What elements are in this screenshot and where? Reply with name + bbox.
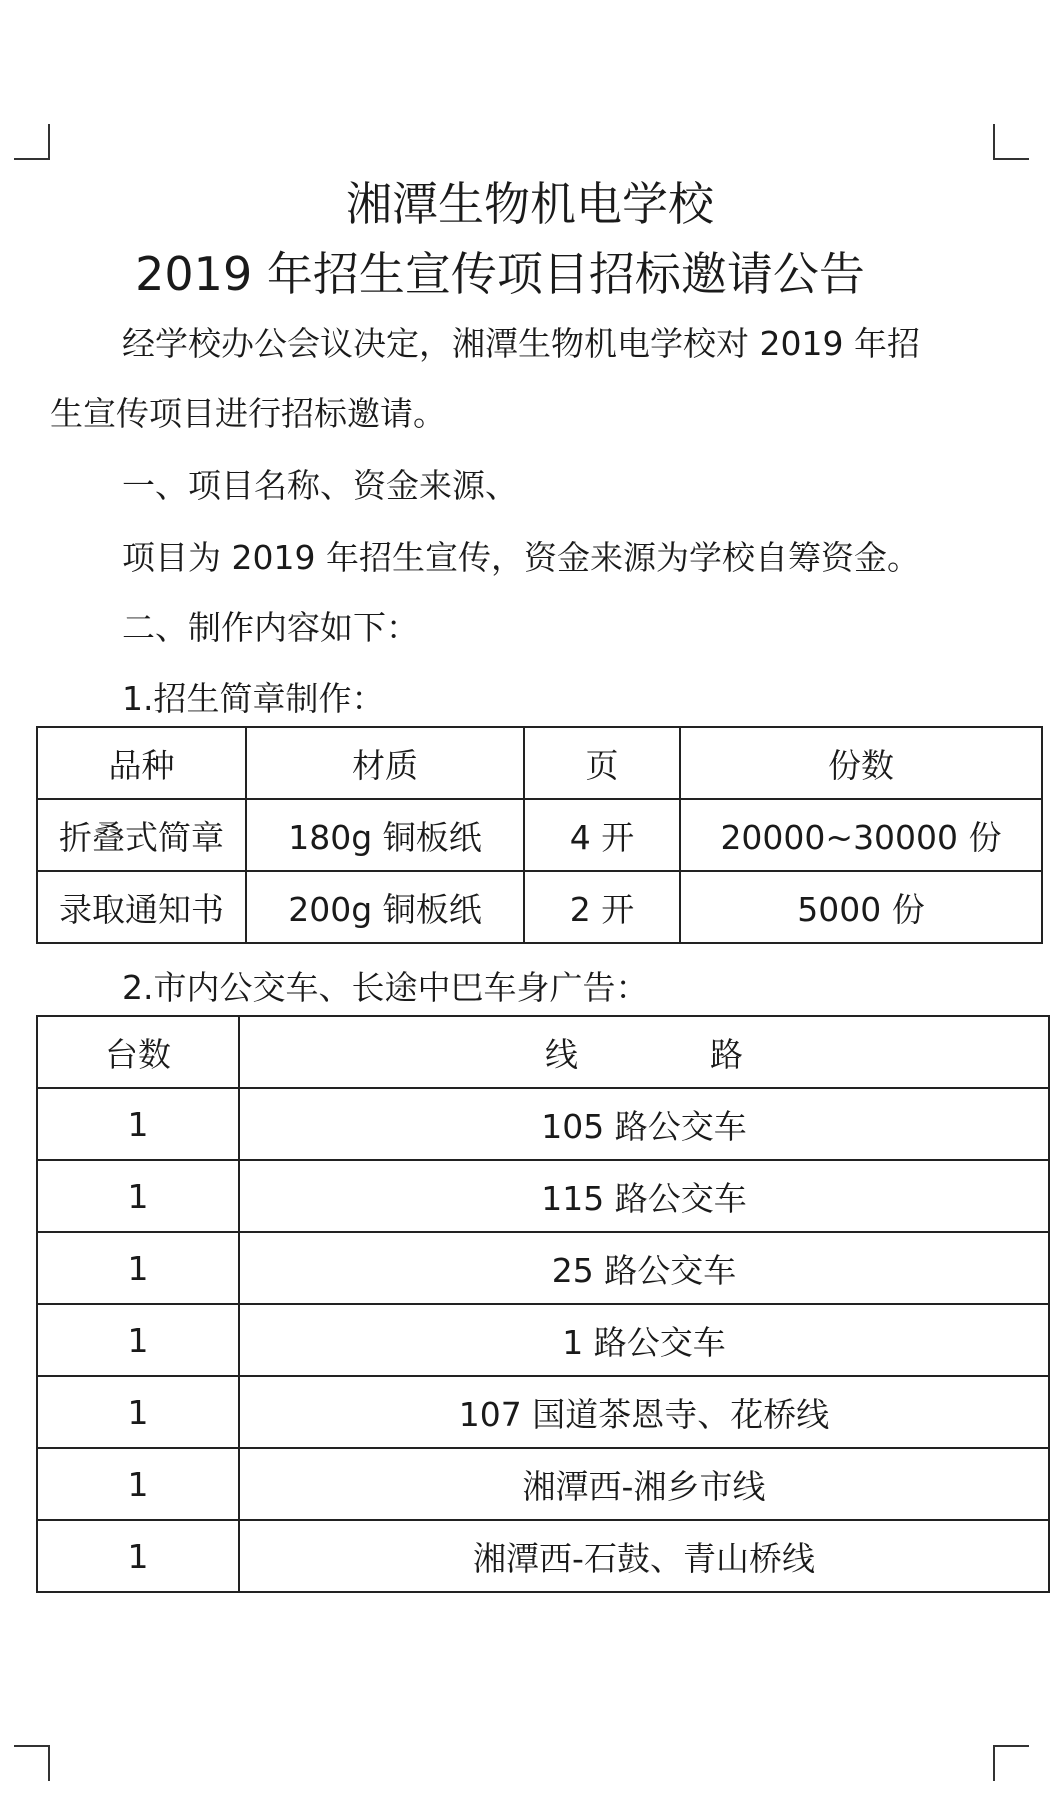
table-cell: 湘潭西-石鼓、青山桥线 [239,1520,1049,1592]
table-cell: 2 开 [524,871,680,943]
table-cell: 25 路公交车 [239,1232,1049,1304]
table-header-row [37,727,1042,799]
item2-heading: 2.市内公交车、长途中巴车身广告： [122,968,649,1007]
table-row [37,1232,1049,1304]
table-cell: 1 [37,1160,239,1232]
section2-heading: 二、制作内容如下： [122,608,419,647]
table-cell: 折叠式简章 [37,799,246,871]
table-header-cell: 线 路 [239,1016,1049,1088]
crop-mark-bottom-right [993,1745,1029,1781]
table-row [37,1448,1049,1520]
table-row [37,871,1042,943]
table-cell: 1 [37,1520,239,1592]
table-header-cell: 材质 [246,727,524,799]
table-cell: 1 [37,1448,239,1520]
item1-heading: 1.招生简章制作： [122,679,385,718]
table-cell: 5000 份 [680,871,1042,943]
table-row [37,1304,1049,1376]
table-cell: 105 路公交车 [239,1088,1049,1160]
table-header-row [37,1016,1049,1088]
table-cell: 20000~30000 份 [680,799,1042,871]
table-header-cell: 份数 [680,727,1042,799]
bus-ad-table [36,1015,1050,1593]
table-row [37,1088,1049,1160]
table-row [37,799,1042,871]
brochure-table [36,726,1043,944]
table-row [37,1520,1049,1592]
table-cell: 1 路公交车 [239,1304,1049,1376]
crop-mark-top-right [993,124,1029,160]
intro-paragraph-line2: 生宣传项目进行招标邀请。 [50,394,446,433]
table-cell: 115 路公交车 [239,1160,1049,1232]
intro-paragraph-line1: 经学校办公会议决定，湘潭生物机电学校对 2019 年招 [122,324,920,363]
table-cell: 湘潭西-湘乡市线 [239,1448,1049,1520]
table-header-cell: 品种 [37,727,246,799]
table-cell: 1 [37,1232,239,1304]
table-cell: 200g 铜板纸 [246,871,524,943]
crop-mark-top-left [14,124,50,160]
table-cell: 180g 铜板纸 [246,799,524,871]
table-cell: 1 [37,1376,239,1448]
document-title-line2: 2019 年招生宣传项目招标邀请公告 [135,247,865,301]
section1-heading: 一、项目名称、资金来源、 [122,466,518,505]
table-cell: 录取通知书 [37,871,246,943]
section1-body: 项目为 2019 年招生宣传，资金来源为学校自筹资金。 [122,538,920,577]
table-cell: 1 [37,1088,239,1160]
table-cell: 1 [37,1304,239,1376]
table-row [37,1160,1049,1232]
table-header-cell: 台数 [37,1016,239,1088]
table-header-cell: 页 [524,727,680,799]
crop-mark-bottom-left [14,1745,50,1781]
table-row [37,1376,1049,1448]
document-title-line1: 湘潭生物机电学校 [346,177,714,231]
table-cell: 4 开 [524,799,680,871]
table-cell: 107 国道茶恩寺、花桥线 [239,1376,1049,1448]
